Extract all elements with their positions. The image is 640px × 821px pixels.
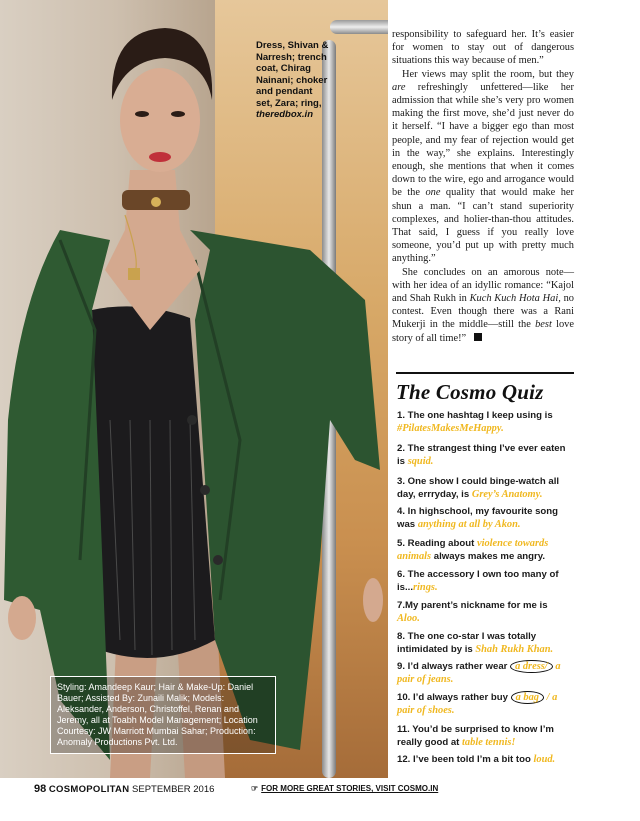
quiz-item-9: 9. I’d always rather wear a dress/ a pair of jeans. — [397, 661, 561, 685]
article-paragraph-3: She concludes on an amorous note—with her idea of an idyllic romance: “Kajol and Shah Rukh in Kuch Kuch Hota Hai, no contest. Even though there was a Rani Mukerji in the middle—still the best love story of all time!” — [392, 266, 574, 344]
quiz-item-1: 1. The one hashtag I keep using is #PilatesMakesMeHappy. — [397, 410, 553, 434]
issue-date: SEPTEMBER 2016 — [132, 784, 215, 795]
quiz-item-7: 7.My parent’s nickname for me is Aloo. — [397, 600, 548, 624]
quiz-item-10: 10. I’d always rather buy a bag / a pair of shoes. — [397, 692, 558, 716]
quiz-item-3: 3. One show I could binge-watch all day, errryday, is Grey’s Anatomy. — [397, 476, 560, 500]
magazine-name: COSMOPOLITAN — [48, 784, 130, 795]
article-paragraph-1: responsibility to safeguard her. It’s easier for women to stay out of dangerous situations this way because of men.” — [392, 29, 574, 67]
quiz-top-rule — [396, 372, 574, 374]
quiz-item-2: 2. The strangest thing I’ve ever eaten is squid. — [397, 443, 566, 467]
page-number: 98 — [34, 783, 47, 795]
photo-credit-box: Styling: Amandeep Kaur; Hair & Make-Up: Daniel Bauer; Assisted By: Zunaili Malik; Models: Aleksander, Anderson, Christoffel, Renan and Jeremy, all at Toabh Model Management; Location Courtesy: JW Marriott Mumbai Sahar; Production: Anomaly Productions Pvt. Ltd. — [50, 676, 276, 754]
end-mark — [474, 333, 482, 341]
photo-credit-outfit: Dress, Shivan & Narresh; trench coat, Chirag Nainani; choker and pendant set, Zara; ring, theredbox.in — [256, 40, 329, 120]
quiz-item-6: 6. The accessory I own too many of is...rings. — [397, 569, 559, 593]
quiz-item-8: 8. The one co-star I was totally intimidated by is Shah Rukh Khan. — [397, 631, 554, 655]
article-paragraph-2: Her views may split the room, but they are refreshingly unfettered—like her admission that while she’s very pro women making the first move, she’d just never do it herself. “I have a bigger ego than most people, and my fear of rejection would get in the way,” she explains. Interestingly enough, she mentions that when it comes down to the wire, ego and arrogance would be the one quality that would make her shun a man. “I can’t stand superiority complexes, and holier-than-thou attitudes. That said, I guess if you really love someone, you’d put up with pretty much anything.” — [392, 68, 574, 265]
article-column — [392, 28, 574, 345]
website-link[interactable]: ☞ FOR MORE GREAT STORIES, VISIT COSMO.IN — [251, 784, 439, 793]
quiz-item-11: 11. You’d be surprised to know I’m really good at table tennis! — [397, 724, 554, 748]
quiz-title: The Cosmo Quiz — [396, 380, 544, 404]
page-footer — [34, 783, 214, 795]
cursor-icon: ☞ — [251, 784, 259, 793]
circled-answer: a dress/ — [510, 660, 553, 673]
quiz-item-4: 4. In highschool, my favourite song was anything at all by Akon. — [397, 506, 558, 530]
circled-answer: a bag — [511, 691, 544, 704]
quiz-item-5: 5. Reading about violence towards animals always makes me angry. — [397, 538, 549, 562]
quiz-item-12: 12. I’ve been told I’m a bit too loud. — [397, 754, 556, 765]
